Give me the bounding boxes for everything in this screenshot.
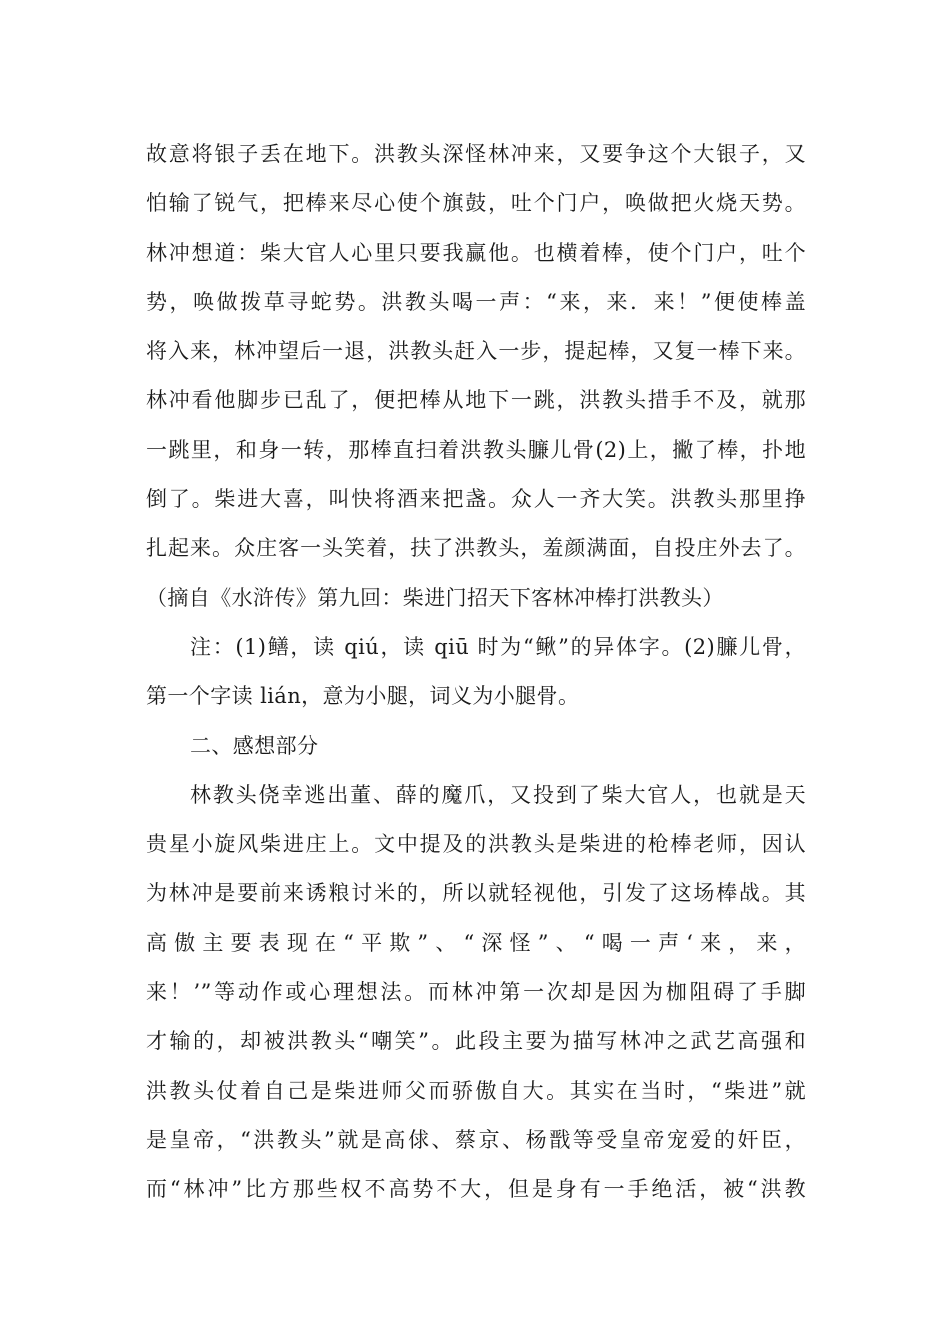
text-line: 故意将银子丢在地下。洪教头深怪林冲来，又要争这个大银子，又 [146,142,806,166]
section-heading: 二、感想部分 [190,733,319,758]
text-line: 林冲看他脚步已乱了，便把棒从地下一跳，洪教头措手不及，就那 [146,388,806,413]
text-line: 洪教头仗着自己是柴进师父而骄傲自大。其实在当时，“柴进”就 [146,1078,806,1103]
text-line: 势，唤做拨草寻蛇势。洪教头喝一声：“来，来．来！”便使棒盖 [146,289,806,314]
text-line: 扎起来。众庄客一头笑着，扶了洪教头，羞颜满面，自投庄外去了。 [146,536,806,561]
text-line: 来！’”等动作或心理想法。而林冲第一次却是因为枷阻碍了手脚 [146,980,806,1005]
footnote-line: 第一个字读 lián，意为小腿，词义为小腿骨。 [146,684,580,709]
text-line: 才输的，却被洪教头“嘲笑”。此段主要为描写林冲之武艺高强和 [146,1029,806,1054]
text-line: 怕输了锐气，把棒来尽心使个旗鼓，吐个门户，唤做把火烧天势。 [146,191,806,216]
text-line: 将入来，林冲望后一退，洪教头赶入一步，提起棒，又复一棒下来。 [146,339,806,364]
text-line: 高傲主要表现在“平欺”、“深怪”、“喝一声‘来，来， [146,930,806,955]
text-line: 林教头侥幸逃出董、薛的魔爪，又投到了柴大官人，也就是天 [190,782,806,807]
text-line: 贵星小旋风柴进庄上。文中提及的洪教头是柴进的枪棒老师，因认 [146,832,806,857]
text-line: 一跳里，和身一转，那棒直扫着洪教头臁儿骨(2)上，撇了棒，扑地 [146,437,806,462]
text-line: 为林冲是要前来诱粮讨米的，所以就轻视他，引发了这场棒战。其 [146,881,806,906]
text-line: 林冲想道：柴大官人心里只要我赢他。也横着棒，使个门户，吐个 [146,240,806,265]
text-line: 是皇帝，“洪教头”就是高俅、蔡京、杨戬等受皇帝宠爱的奸臣， [146,1127,806,1152]
text-line: 倒了。柴进大喜，叫快将酒来把盏。众人一齐大笑。洪教头那里挣 [146,487,806,512]
source-citation: （摘自《水浒传》第九回：柴进门招天下客林冲棒打洪教头） [146,585,724,610]
body-text [146,130,806,1215]
text-line: 而“林冲”比方那些权不高势不大，但是身有一手绝活，被“洪教 [146,1177,806,1202]
footnote-line: 注：(1)鳝，读 qiú，读 qiū 时为“鳅”的异体字。(2)臁儿骨， [190,634,806,659]
